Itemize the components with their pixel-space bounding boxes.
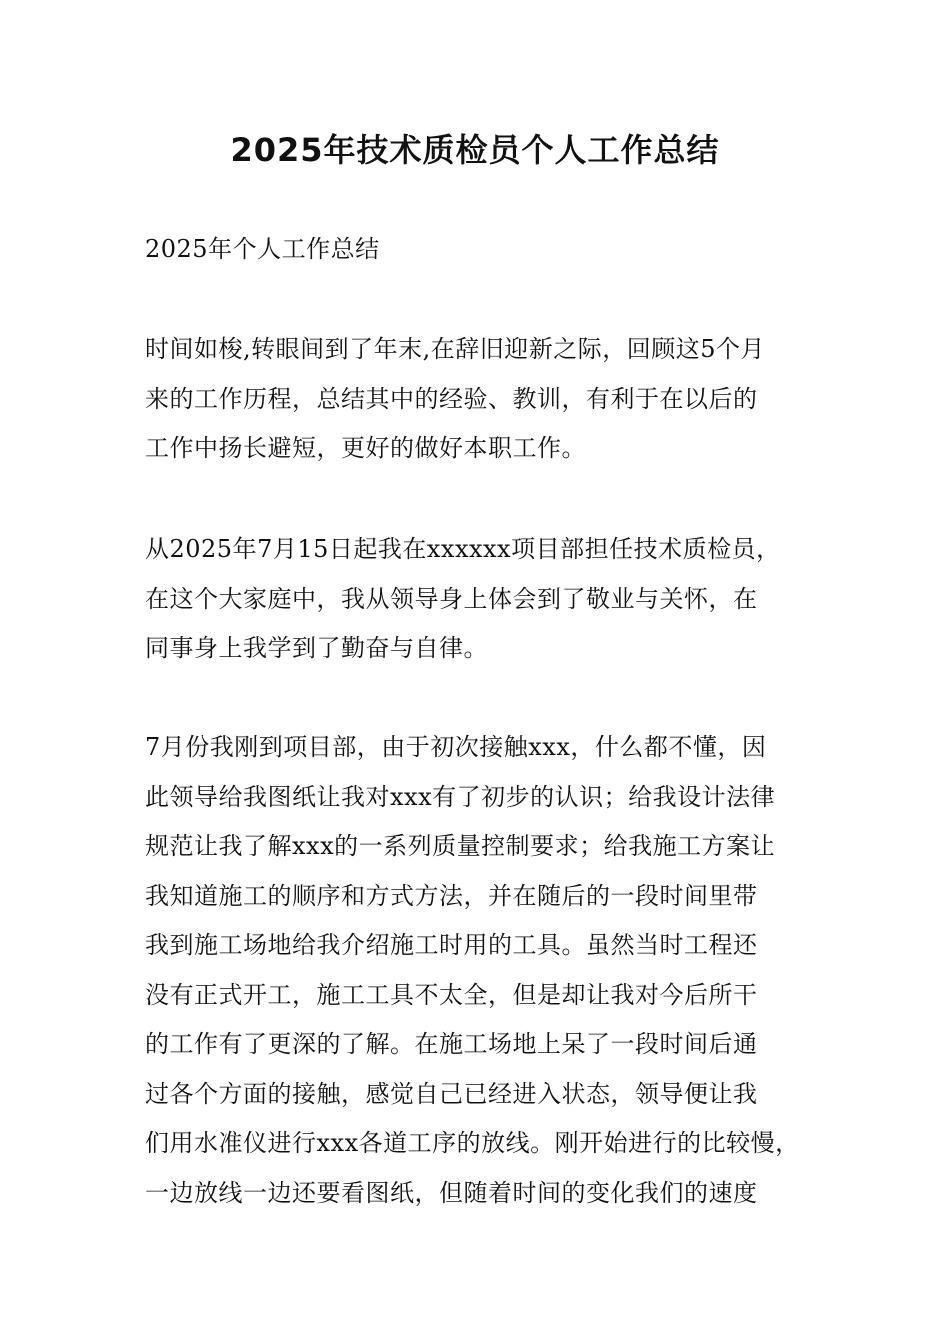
paragraph-line: 一边放线一边还要看图纸，但随着时间的变化我们的速度 bbox=[145, 1178, 758, 1207]
paragraph-2 bbox=[145, 525, 810, 674]
paragraph-3 bbox=[145, 723, 810, 1218]
paragraph-line: 7月份我刚到项目部，由于初次接触xxx，什么都不懂，因 bbox=[145, 733, 767, 761]
paragraph-line: 此领导给我图纸让我对xxx有了初步的认识；给我设计法律 bbox=[145, 782, 776, 811]
paragraph-line: 同事身上我学到了勤奋与自律。 bbox=[145, 634, 488, 662]
paragraph-line: 规范让我了解xxx的一系列质量控制要求；给我施工方案让 bbox=[145, 832, 776, 860]
paragraph-line: 没有正式开工，施工工具不太全，但是却让我对今后所干 bbox=[145, 980, 758, 1009]
paragraph-1 bbox=[145, 325, 810, 474]
paragraph-line: 们用水准仪进行xxx各道工序的放线。刚开始进行的比较慢， bbox=[145, 1129, 800, 1157]
paragraph-line: 来的工作历程，总结其中的经验、教训，有利于在以后的 bbox=[145, 384, 758, 413]
paragraph-line: 在这个大家庭中，我从领导身上体会到了敬业与关怀，在 bbox=[145, 584, 758, 613]
paragraph-line: 的工作有了更深的了解。在施工场地上呆了一段时间后通 bbox=[145, 1030, 758, 1058]
document-subtitle: 2025年个人工作总结 bbox=[145, 235, 380, 263]
paragraph-line: 从2025年7月15日起我在xxxxxx项目部担任技术质检员， bbox=[145, 535, 781, 563]
paragraph-line: 我知道施工的顺序和方式方法，并在随后的一段时间里带 bbox=[145, 881, 758, 910]
paragraph-line: 工作中扬长避短，更好的做好本职工作。 bbox=[145, 434, 586, 462]
document-title: 2025年技术质检员个人工作总结 bbox=[230, 131, 720, 169]
paragraph-line: 我到施工场地给我介绍施工时用的工具。虽然当时工程还 bbox=[145, 931, 758, 959]
paragraph-line: 过各个方面的接触，感觉自己已经进入状态，领导便让我 bbox=[145, 1079, 758, 1108]
paragraph-line: 时间如梭,转眼间到了年末,在辞旧迎新之际，回顾这5个月 bbox=[145, 335, 766, 363]
